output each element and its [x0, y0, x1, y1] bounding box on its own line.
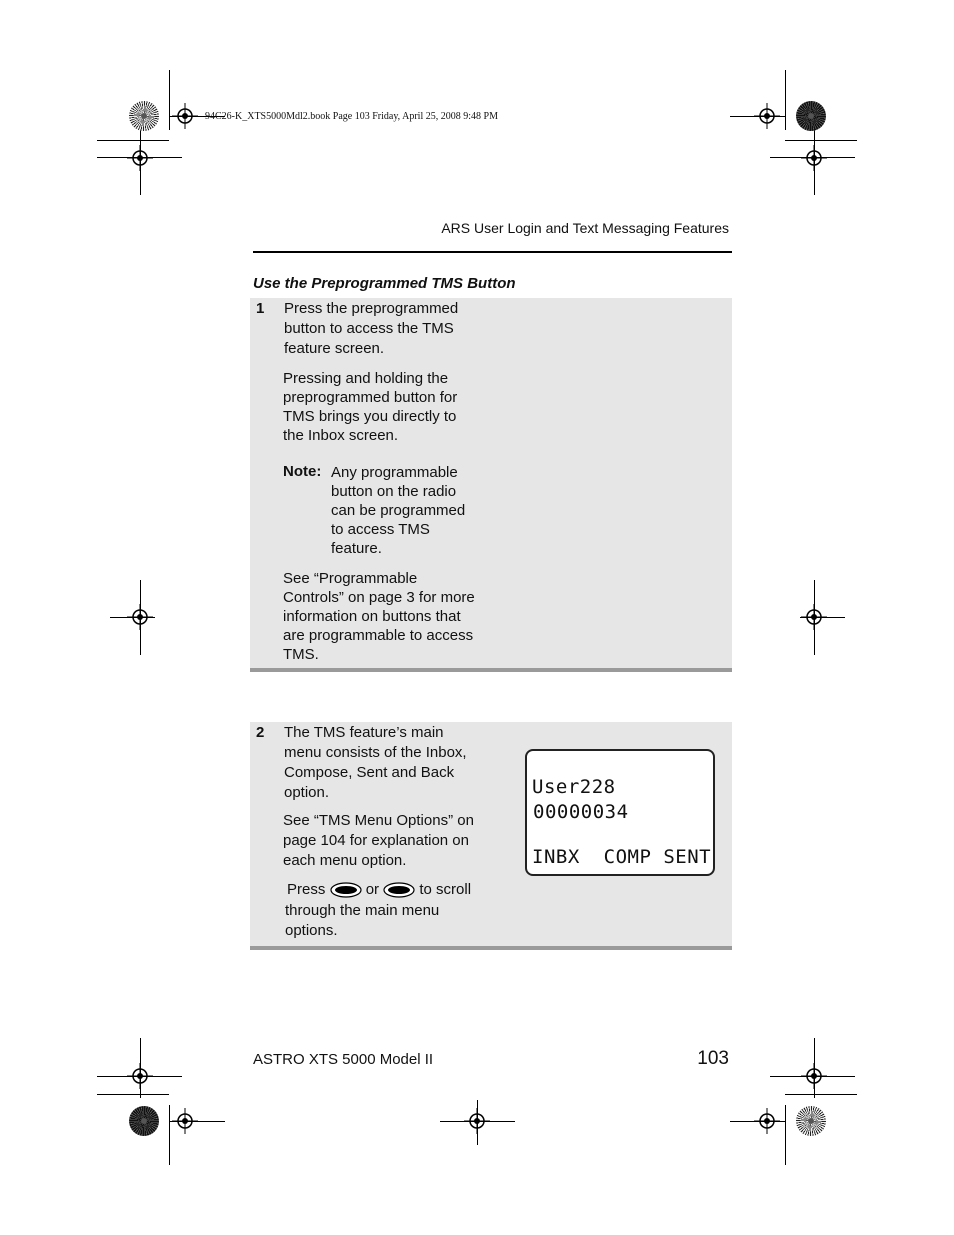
crop-mark	[785, 70, 786, 130]
running-head: ARS User Login and Text Messaging Features	[441, 220, 729, 236]
registration-target-icon	[801, 145, 827, 171]
registration-target-icon	[127, 145, 153, 171]
step-1-hold-text: Pressing and holding the preprogrammed button for TMS brings you directly to the Inbox screen.	[283, 370, 458, 444]
registration-target-icon	[127, 604, 153, 630]
press-word: Press	[287, 881, 326, 898]
display-line-user: User228	[532, 776, 616, 798]
display-line-number: 00000034	[533, 801, 629, 823]
crop-mark	[97, 140, 169, 141]
print-slug: 94C26-K_XTS5000Mdl2.book Page 103 Friday, April 25, 2008 9:48 PM	[205, 111, 498, 122]
color-target-icon	[129, 1106, 159, 1136]
crop-mark	[785, 140, 857, 141]
registration-target-icon	[172, 1108, 198, 1134]
registration-target-icon	[754, 103, 780, 129]
page-number: 103	[697, 1048, 729, 1069]
crop-mark	[169, 70, 170, 130]
crop-mark	[97, 1094, 169, 1095]
registration-target-icon	[754, 1108, 780, 1134]
step-2-intro: The TMS feature’s main menu consists of the Inbox, Compose, Sent and Back option.	[284, 724, 467, 801]
right-navigation-button-icon	[383, 882, 415, 898]
footer-model: ASTRO XTS 5000 Model II	[253, 1051, 434, 1068]
crop-mark	[785, 1105, 786, 1165]
step-1-number: 1	[256, 300, 265, 317]
left-navigation-button-icon	[330, 882, 362, 898]
note-text: Any programmable button on the radio can be programmed to access TMS feature.	[331, 464, 466, 557]
registration-target-icon	[801, 604, 827, 630]
step-1-see-text: See “Programmable Controls” on page 3 for more information on buttons that are programmable to access TMS.	[283, 570, 475, 663]
color-target-icon	[796, 1106, 826, 1136]
or-word: or	[365, 881, 380, 898]
radio-display	[525, 749, 715, 876]
registration-target-icon	[464, 1108, 490, 1134]
crop-mark	[785, 1094, 857, 1095]
registration-target-icon	[172, 103, 198, 129]
step-2-see-text: See “TMS Menu Options” on page 104 for explanation on each menu option.	[283, 812, 474, 869]
registration-target-icon	[801, 1063, 827, 1089]
color-target-icon	[796, 101, 826, 131]
display-menu-options: INBX COMP SENT	[532, 846, 712, 868]
step-2-bottom-rule	[250, 946, 732, 950]
scroll-instruction	[287, 880, 471, 900]
note-label: Note:	[283, 463, 322, 480]
crop-mark	[169, 1105, 170, 1165]
registration-target-icon	[127, 1063, 153, 1089]
header-rule	[253, 251, 732, 253]
step-2-number: 2	[256, 724, 265, 741]
scroll-word: to scroll	[419, 881, 472, 898]
scroll-instruction-rest: through the main menu options.	[285, 902, 440, 939]
section-title: Use the Preprogrammed TMS Button	[253, 275, 516, 292]
color-target-icon	[129, 101, 159, 131]
step-1-bottom-rule	[250, 668, 732, 672]
step-1-intro: Press the preprogrammed button to access the TMS feature screen.	[284, 300, 459, 357]
